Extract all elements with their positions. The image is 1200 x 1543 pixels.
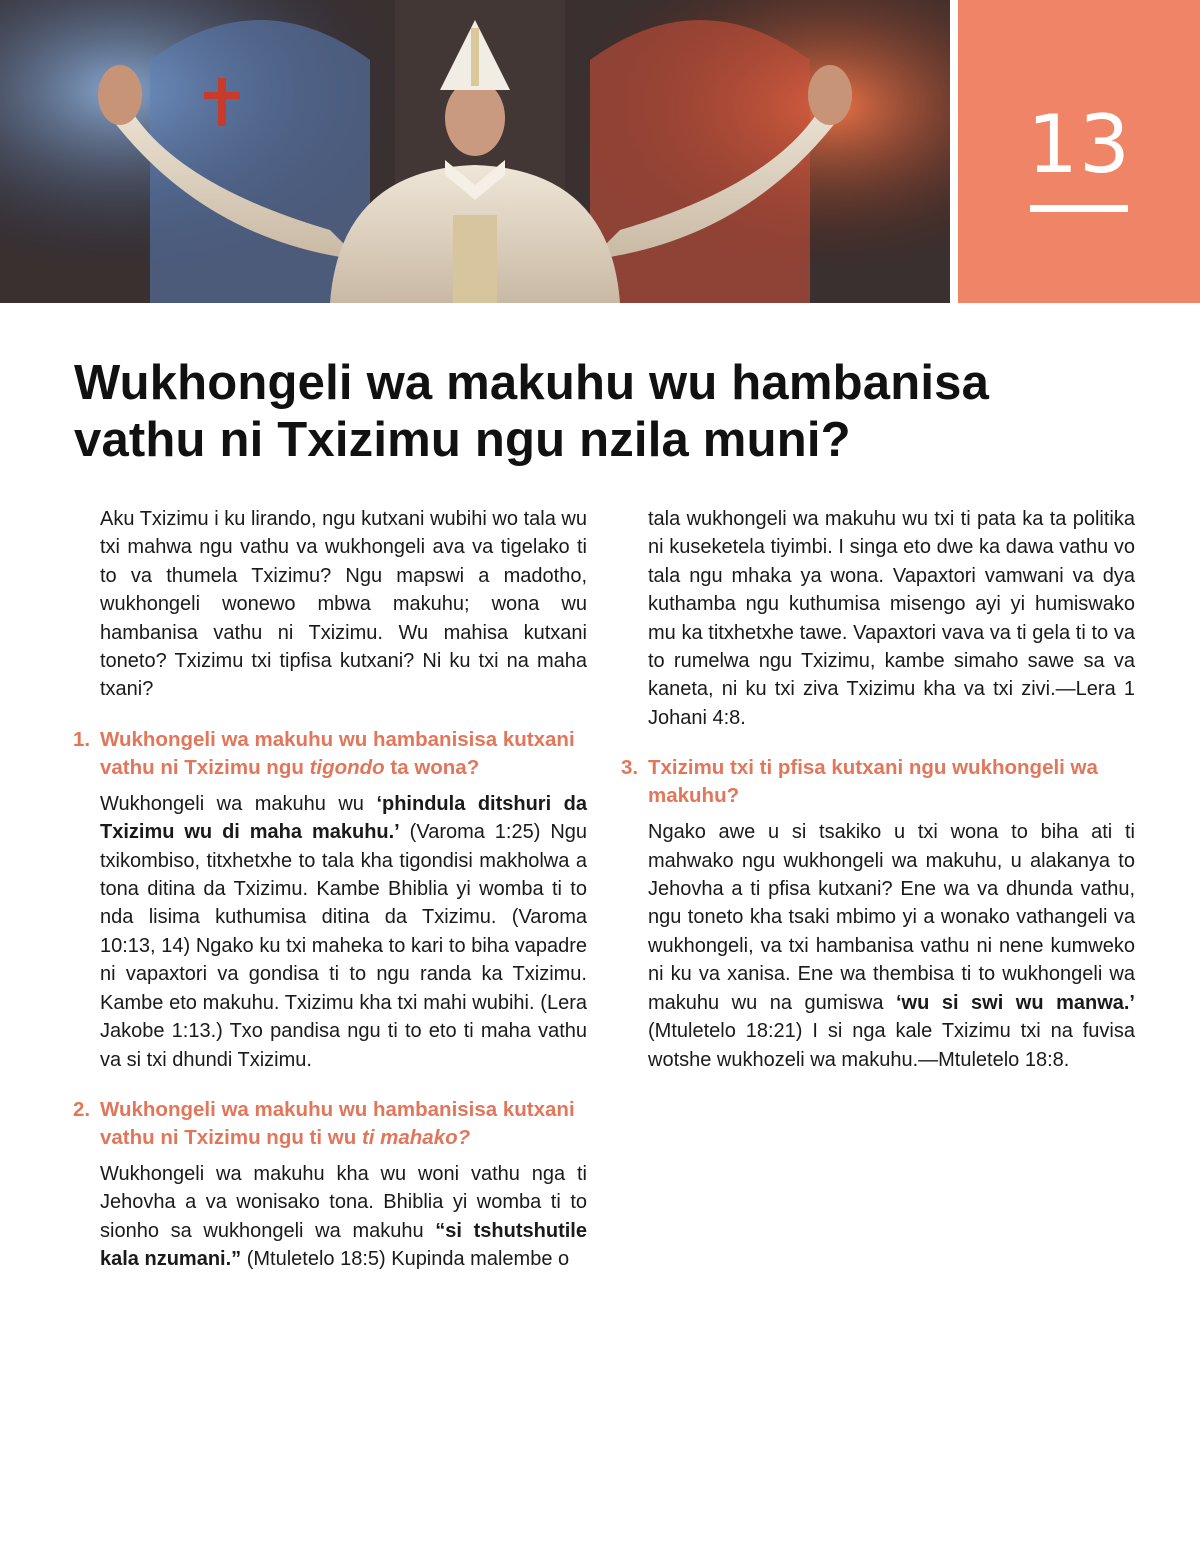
question-1-number: 1.: [73, 727, 91, 751]
answer-3-rest: (Mtuletelo 18:21) I si nga kale Txizimu txi na fuvisa wotshe wukhozeli wa makuhu.—Mtuletelo 18:8.: [648, 1020, 1135, 1071]
left-column: [73, 505, 587, 1274]
answer-3-paragraph: [621, 818, 1135, 1074]
question-2-text-a: Wukhongeli wa makuhu wu hambanisisa kutxani vathu ni Txizimu ngu ti wu: [100, 1097, 575, 1149]
question-1-text-b: ta wona?: [384, 755, 480, 779]
right-column: [621, 505, 1135, 1074]
answer-1-quote: ‘phindula ditshuri da Txizimu wu di maha makuhu.’: [100, 792, 587, 844]
question-1-text-a: Wukhongeli wa makuhu wu hambanisisa kutxani vathu ni Txizimu ngu: [100, 727, 575, 779]
hero-image: [0, 0, 950, 303]
answer-1-text: Wukhongeli wa makuhu wu: [100, 792, 377, 815]
chapter-underline: [1030, 205, 1128, 212]
answer-2-quote: “si tshutshutile kala nzumani.”: [100, 1219, 587, 1271]
question-3-number: 3.: [621, 756, 639, 780]
bishop-raising-arms-icon: [0, 0, 950, 303]
page-title: Wukhongeli wa makuhu wu hambanisa vathu ni Txizimu ngu nzila muni?: [74, 356, 990, 467]
answer-2-text: Wukhongeli wa makuhu kha wu woni vathu nga ti Jehovha a va wonisako tona. Bhiblia yi womba ti to sionho sa wukhongeli wa makuhu: [100, 1162, 587, 1242]
question-3-text-a: Txizimu txi ti pfisa kutxani ngu wukhongeli wa makuhu?: [648, 756, 1098, 808]
chapter-number: 13: [1027, 98, 1131, 191]
answer-2-paragraph: [73, 1160, 587, 1274]
question-2: [73, 1096, 587, 1152]
answer-1-rest: (Varoma 1:25) Ngu txikombiso, titxhetxhe to tala kha tigondisi makholwa a tona ditina da Txizimu. Kambe Bhiblia yi womba ti to nda lisima kuthumisa ditina da Txizimu. (Varoma 10:13, 14) Ngako ku txi maheka to kari to biha vapadre ni vapaxtori va gondisa ti to ngu randa ka Txizimu. Kambe eto makuhu. Txizimu kha txi mahi wubihi. (Lera Jakobe 1:13.) Txo pandisa ngu ti to eto ti maha vathu va si txi dhundi Txizimu.: [100, 821, 588, 1071]
question-2-number: 2.: [73, 1097, 91, 1121]
answer-1-paragraph: [73, 790, 587, 1074]
answer-2-continued: tala wukhongeli wa makuhu wu txi ti pata ka ta politika ni kuseketela tiyimbi. I singa eto dwe ka dawa vathu vo tala ngu mhaka ya wona. Vapaxtori vamwani va dya kuthamba ngu kuthumisa misengo ayi yi humiswako mu ka titxhetxhe tawe. Vapaxtori vava va ti gela ti to va to rumelwa ngu Txizimu, kambe simaho sawe sa va kaneta, ni ku txi ziva Txizimu kha va txi zivi.—Lera 1 Johani 4:8.: [648, 508, 1135, 729]
answer-3-quote: ‘wu si swi wu manwa.’: [895, 991, 1135, 1014]
question-1: [73, 726, 587, 782]
intro-paragraph: Aku Txizimu i ku lirando, ngu kutxani wubihi wo tala wu txi mahwa ngu vathu va wukhongeli ava va tigelako ti to va thumela Txizimu? Ngu mapswi a madotho, wukhongeli wonewo mbwa makuhu; wona wu hambanisa vathu ni Txizimu. Wu mahisa kutxani toneto? Txizimu txi tipfisa kutxani? Ni ku txi na maha txani?: [100, 508, 587, 701]
question-2-emphasis: ti mahako?: [361, 1125, 471, 1149]
question-1-emphasis: tigondo: [309, 755, 385, 779]
question-3: [621, 754, 1135, 810]
answer-3-text: Ngako awe u si tsakiko u txi wona to biha ati ti mahwako ngu wukhongeli wa makuhu, u alakanya to Jehovha a ti pfisa kutxani? Ene wa va dhunda vathu, ngu toneto kha tsaki mbimo yi a wonako vathangeli va wukhongeli, va txi hambanisa vathu ni nene kumweko ni ku va xanisa. Ene wa thembisa ti to wukhongeli wa makuhu wu na gumiswa: [648, 821, 1135, 1014]
chapter-badge: [958, 0, 1200, 303]
answer-2-rest: (Mtuletelo 18:5) Kupinda malembe o: [241, 1248, 570, 1271]
